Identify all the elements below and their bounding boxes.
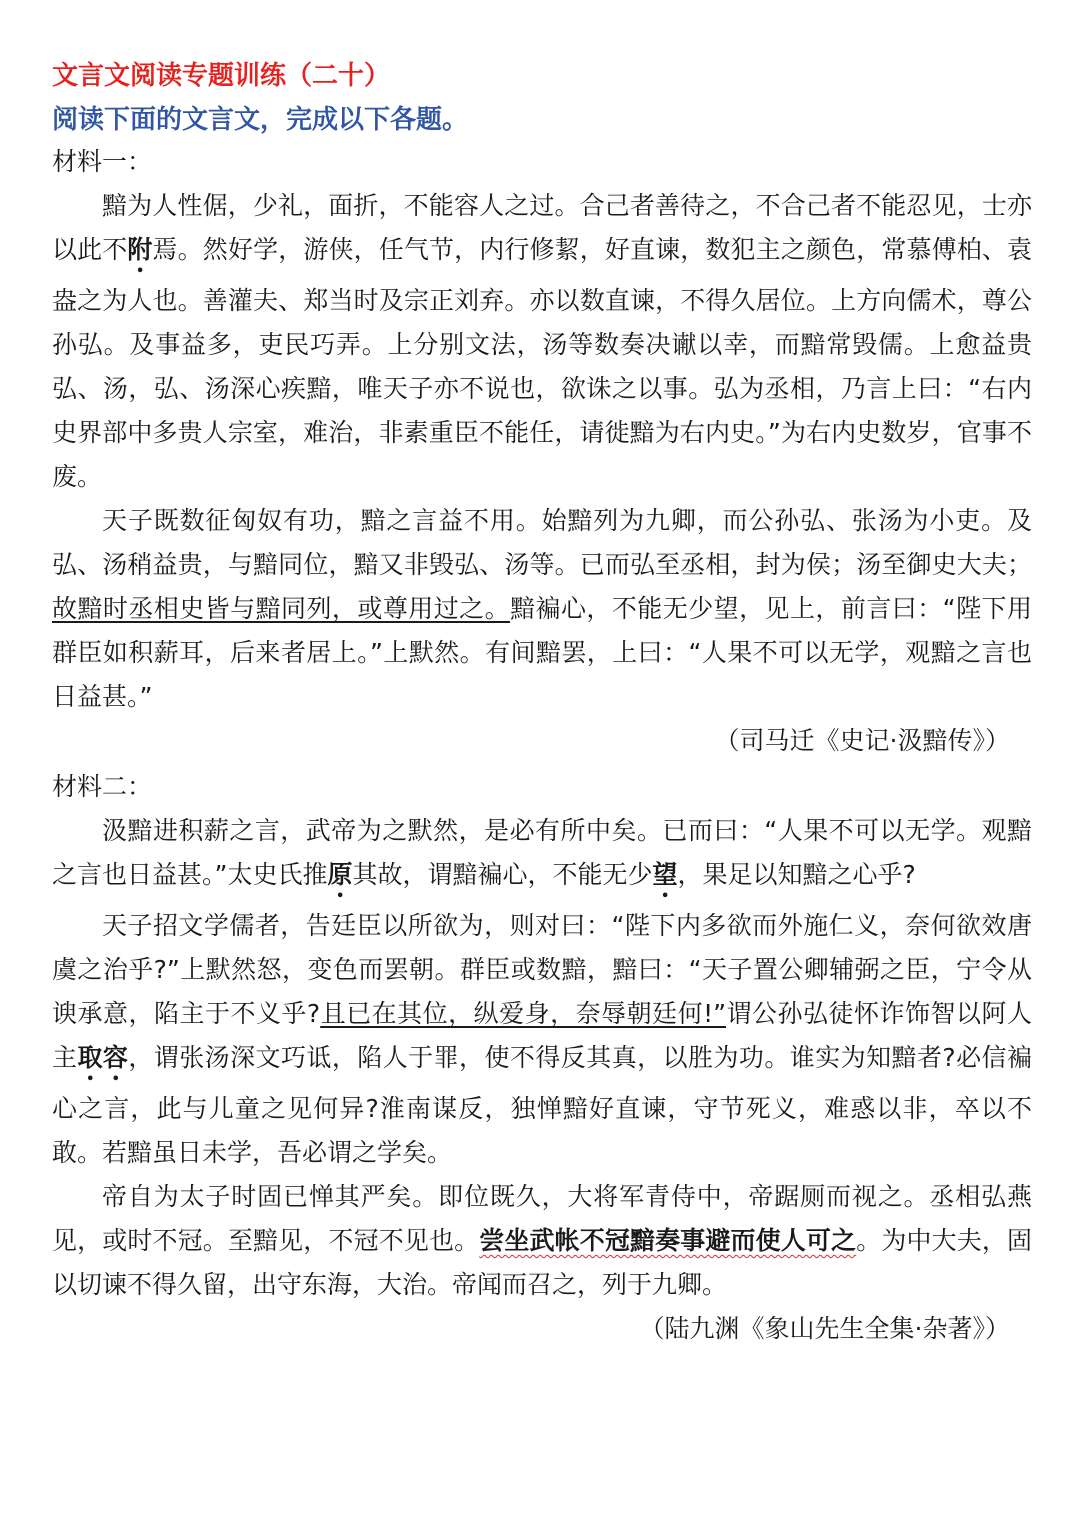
text-segment: 天子既数征匈奴有功，黯之言益不用。始黯列为九卿，而公孙弘、张汤为小吏。及弘、汤稍益贵，与黯同位，黯又非毁弘、汤等。已而弘至丞相，封为侯；汤至御史大夫； [52, 506, 1032, 579]
text-segment: ，谓张汤深文巧诋，陷人于罪，使不得反其真，以胜为功。谁实为知黯者?必信褊心之言，此与儿童之见何异?淮南谋反，独惮黯好直谏，守节死义，难惑以非，卒以不敢。若黯虽日未学，吾必谓之学矣。 [52, 1043, 1032, 1167]
material-one-paragraph-2 [52, 499, 1032, 719]
text-segment: 黯为人性倨，少礼，面折，不能容人之过。合己者善待之，不合己者不能忍见，士亦以此不 [52, 191, 1032, 264]
emphasis-dot-word: 原 [327, 860, 353, 889]
material-two-paragraph-1 [52, 809, 1032, 904]
wavy-underlined-sentence: 尝坐武帐不冠黯奏事避而使人可之 [479, 1226, 857, 1255]
text-segment: 谓公孙弘徒怀诈饰智以阿人主 [52, 999, 1032, 1072]
text-segment: 汲黯进积薪之言，武帝为之默然，是必有所中矣。已而曰：“人果不可以无学。观黯之言也日益甚。”太史氏推 [52, 816, 1032, 889]
material-two [52, 769, 1032, 1351]
material-two-source: （陆九渊《象山先生全集·杂著》） [639, 1314, 1010, 1343]
emphasis-dot-word: 望 [652, 860, 678, 889]
material-one-paragraph-1 [52, 184, 1032, 499]
underlined-sentence: 故黯时丞相史皆与黯同列，或尊用过之。 [52, 594, 511, 623]
text-segment: 焉。然好学，游侠，任气节，内行修絜，好直谏，数犯主之颜色，常慕傅柏、袁盎之为人也。善灌夫、郑当时及宗正刘弃。亦以数直谏，不得久居位。上方向儒术，尊公孙弘。及事益多，吏民巧弄。上分别文法，汤等数奏决谳以幸，而黯常毁儒。上愈益贵弘、汤，弘、汤深心疾黯，唯天子亦不说也，欲诛之以事。弘为丞相，乃言上曰：“右内史界部中多贵人宗室，难治，非素重臣不能任，请徙黯为右内史。”为右内史数岁，官事不废。 [52, 235, 1032, 491]
material-two-paragraph-2 [52, 904, 1032, 1175]
text-segment: 其故，谓黯褊心，不能无少 [352, 860, 653, 889]
text-segment: ，果足以知黯之心乎? [677, 860, 916, 889]
text-segment: 天子招文学儒者，告廷臣以所欲为，则对曰：“陛下内多欲而外施仁义，奈何欲效唐虞之治乎?”上默然怒，变色而罢朝。群臣或数黯，黯曰：“天子置公卿辅弼之臣，宁令从谀承意，陷主于不义乎? [52, 911, 1032, 1028]
material-two-label: 材料二： [52, 772, 153, 801]
material-two-paragraph-3 [52, 1175, 1032, 1307]
text-segment: 黯褊心，不能无少望，见上，前言曰：“陛下用群臣如积薪耳，后来者居上。”上默然。有间黯罢，上曰：“人果不可以无学，观黯之言也日益甚。” [52, 594, 1032, 711]
text-segment: 。为中大夫，固以切谏不得久留，出守东海，大治。帝闻而召之，列于九卿。 [52, 1226, 1032, 1299]
doc-instruction: 阅读下面的文言文，完成以下各题。 [52, 105, 469, 135]
emphasis-dot-word: 取容 [77, 1043, 129, 1072]
material-one [52, 144, 1032, 763]
material-one-source: （司马迁《史记·汲黯传》） [714, 726, 1010, 755]
underlined-sentence: 且已在其位，纵爱身，奈辱朝廷何!” [320, 999, 727, 1028]
doc-title: 文言文阅读专题训练（二十） [52, 61, 391, 91]
text-segment: 帝自为太子时固已惮其严矣。即位既久，大将军青侍中，帝踞厕而视之。丞相弘燕见，或时不冠。至黯见，不冠不见也。 [52, 1182, 1032, 1255]
emphasis-dot-word: 附 [127, 235, 153, 264]
material-one-label: 材料一： [52, 147, 153, 176]
